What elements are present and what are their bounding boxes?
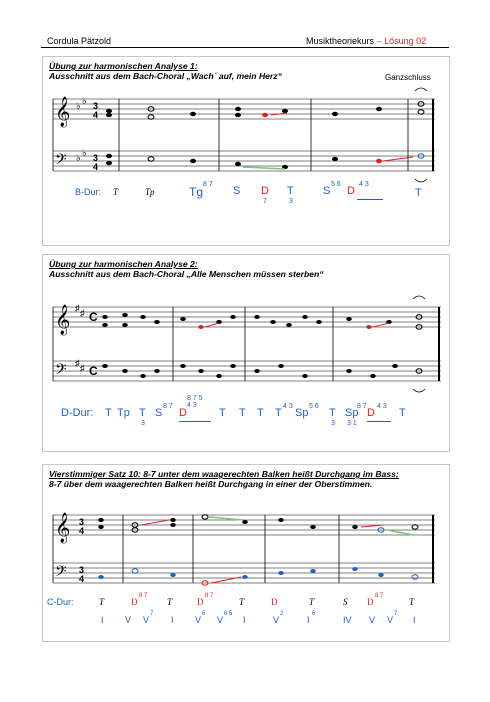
key-label: D-Dur: xyxy=(61,407,94,419)
note xyxy=(190,159,196,163)
exercise-2-title-line-2: Ausschnitt aus dem Bach-Choral „Alle Menschen müssen sterben“ xyxy=(49,269,324,279)
note xyxy=(278,518,284,522)
function-sup: 8 7 xyxy=(203,181,213,188)
degree-label: V xyxy=(195,615,202,625)
note xyxy=(366,325,372,329)
function-label: Tg xyxy=(189,185,204,199)
function-label: D xyxy=(347,185,355,197)
notes xyxy=(106,102,424,169)
function-label: T xyxy=(113,187,119,197)
note xyxy=(332,112,338,116)
function-label: T xyxy=(139,407,146,419)
fermata-icon xyxy=(415,179,427,182)
note xyxy=(122,323,128,327)
function-label: D xyxy=(367,597,374,607)
degree-label: I xyxy=(101,615,104,625)
voice-leading-arrow xyxy=(205,323,219,327)
degree-label: I xyxy=(307,615,310,625)
note xyxy=(132,569,138,573)
degree-figure: 7 xyxy=(150,611,154,617)
header-rule xyxy=(41,47,449,48)
bass-staff xyxy=(53,361,441,381)
note xyxy=(278,364,284,368)
note xyxy=(140,374,146,378)
function-label: S xyxy=(233,185,241,197)
note xyxy=(106,109,112,113)
solution-label: Lösung 02 xyxy=(384,36,427,46)
exercise-3-panel xyxy=(42,464,450,642)
function-sup: 8 7 xyxy=(205,593,214,599)
degree-label: V xyxy=(125,615,132,625)
note xyxy=(235,113,241,117)
note xyxy=(180,364,186,368)
notes xyxy=(102,313,422,378)
cadence-label: Ganzschluss xyxy=(385,73,431,82)
note xyxy=(316,320,322,324)
note xyxy=(254,369,260,373)
bass-clef-icon: 𝄢 xyxy=(55,361,67,382)
time-signature: C xyxy=(89,310,98,324)
exercise-3-title-line-2: 8-7 über dem waagerechten Balken heißt Durchgang in einer der Oberstimmen. xyxy=(49,479,373,489)
note xyxy=(106,154,112,158)
sharp-sign-icon: ♯ xyxy=(80,363,85,373)
note xyxy=(98,518,104,522)
degree-label: I xyxy=(171,615,174,625)
note xyxy=(170,573,176,577)
function-label: T xyxy=(287,185,294,197)
function-sup: 5 6 xyxy=(331,181,341,188)
function-label: Tp xyxy=(117,407,130,419)
function-label: Sp xyxy=(345,407,359,419)
note xyxy=(230,364,236,368)
function-sub: 3 1 xyxy=(347,420,357,427)
note xyxy=(148,157,154,161)
treble-clef-icon: 𝄞 xyxy=(55,513,71,543)
time-signature-top: 3 xyxy=(93,101,99,111)
time-signature-top: 3 xyxy=(79,517,85,527)
key-label: C-Dur: xyxy=(47,597,74,607)
function-label: T xyxy=(409,597,415,607)
author-name: Cordula Pätzold xyxy=(47,36,112,46)
function-label: T xyxy=(239,407,246,419)
note xyxy=(412,575,418,579)
note xyxy=(198,369,204,373)
note xyxy=(346,317,352,321)
degree-label: V xyxy=(273,615,280,625)
flat-sign-icon: ♭ xyxy=(76,153,81,164)
flat-sign-icon: ♭ xyxy=(82,96,87,107)
notes xyxy=(98,515,418,585)
time-signature-top: 3 xyxy=(93,153,99,163)
note xyxy=(170,518,176,522)
note xyxy=(270,320,276,324)
note xyxy=(370,374,376,378)
note xyxy=(122,313,128,317)
function-label: D xyxy=(271,597,278,607)
voice-leading-line xyxy=(209,517,243,520)
fermata-icon xyxy=(413,389,425,392)
function-label: D xyxy=(367,407,375,419)
time-signature-bottom: 4 xyxy=(79,526,85,536)
function-label: T xyxy=(167,597,173,607)
note xyxy=(154,369,160,373)
time-signature-top: 3 xyxy=(79,565,85,575)
note xyxy=(148,115,154,119)
function-label: D xyxy=(131,597,138,607)
function-label: Sp xyxy=(295,407,309,419)
function-label: T xyxy=(415,187,422,199)
voice-leading-arrow xyxy=(383,157,413,161)
time-signature-bottom: 4 xyxy=(93,110,99,120)
note xyxy=(352,567,358,571)
function-label: D xyxy=(261,185,269,197)
fermata-icon xyxy=(413,296,425,299)
function-label: Tp xyxy=(145,187,155,197)
note xyxy=(122,369,128,373)
course-title xyxy=(306,36,426,46)
flat-sign-icon: ♭ xyxy=(76,101,81,112)
function-sup: 4 3 xyxy=(377,403,387,410)
fermata-icon xyxy=(415,88,427,91)
key-label: B-Dur: xyxy=(75,187,102,197)
note xyxy=(346,369,352,373)
exercise-3-title-line-1: Vierstimmiger Satz 10: 8-7 unter dem waagerechten Balken heißt Durchgang im Bass; xyxy=(49,469,399,479)
sharp-sign-icon: ♯ xyxy=(75,358,80,368)
degree-label: V xyxy=(143,615,150,625)
bass-clef-icon: 𝄢 xyxy=(55,563,67,584)
time-signature-bottom: 4 xyxy=(79,574,85,584)
note xyxy=(286,323,292,327)
voice-leading-line xyxy=(243,167,285,169)
note xyxy=(262,113,268,117)
function-sup: 8 7 xyxy=(139,593,148,599)
note xyxy=(282,109,288,113)
treble-clef-icon: 𝄞 xyxy=(55,305,71,335)
exercise-2-panel xyxy=(42,254,450,452)
note xyxy=(235,107,241,111)
note xyxy=(98,525,104,529)
note xyxy=(378,573,384,577)
horizontal-bar xyxy=(367,421,391,422)
function-label: S xyxy=(323,185,331,197)
exercise-1-panel xyxy=(42,56,450,246)
note xyxy=(106,161,112,165)
function-sup: 8 7 xyxy=(375,593,384,599)
time-signature-bottom: 4 xyxy=(93,162,99,172)
degree-label: V xyxy=(387,615,394,625)
note xyxy=(154,320,160,324)
note xyxy=(102,315,108,319)
exercise-1-title-line-2: Ausschnitt aus dem Bach-Choral „Wach´ auf, mein Herz“ xyxy=(49,71,282,81)
note xyxy=(352,525,358,529)
course-name: Musiktheoriekurs xyxy=(306,36,375,46)
time-signature: C xyxy=(89,364,98,378)
function-sup: 4 3 xyxy=(283,403,293,410)
function-sup: 8 7 5 4 3 xyxy=(187,395,203,409)
function-label: T xyxy=(309,597,315,607)
note xyxy=(376,107,382,111)
function-sup: 8 7 xyxy=(163,403,173,410)
exercise-1-title-line-1: Übung zur harmonischen Analyse 1: xyxy=(49,61,198,71)
note xyxy=(98,575,104,579)
function-sub: 3 xyxy=(331,420,335,427)
function-label: S xyxy=(343,597,348,607)
exercise-2-title-line-1: Übung zur harmonischen Analyse 2: xyxy=(49,259,198,269)
function-label: T xyxy=(105,407,112,419)
treble-staff xyxy=(53,307,441,327)
function-label: T xyxy=(99,597,105,607)
degree-label: V xyxy=(369,615,376,625)
voice-leading-arrow xyxy=(141,520,169,525)
degree-figure: 6 5 xyxy=(224,611,233,617)
sharp-sign-icon: ♯ xyxy=(75,303,80,313)
function-sup: 4 3 xyxy=(359,181,369,188)
note xyxy=(242,520,248,524)
voice-leading-arrow xyxy=(373,323,389,327)
degree-figure: 7 xyxy=(394,611,398,617)
note xyxy=(170,523,176,527)
degree-label: V xyxy=(217,615,224,625)
note xyxy=(190,112,196,116)
degree-figure: 2 xyxy=(280,611,284,617)
note xyxy=(102,323,108,327)
degree-figure: 6 xyxy=(312,611,316,617)
function-label: T xyxy=(399,407,406,419)
function-sup: 5 6 xyxy=(309,403,319,410)
note xyxy=(302,374,308,378)
note xyxy=(412,525,418,529)
horizontal-bar xyxy=(179,421,211,422)
note xyxy=(198,325,204,329)
note xyxy=(140,315,146,319)
note xyxy=(310,569,316,573)
note xyxy=(235,162,241,166)
note xyxy=(202,515,208,519)
degree-label: I xyxy=(413,615,416,625)
degree-label: IV xyxy=(343,615,352,625)
sharp-sign-icon: ♯ xyxy=(80,308,85,318)
note xyxy=(278,571,284,575)
function-sub: 3 xyxy=(289,198,293,205)
function-label: D xyxy=(179,407,187,419)
function-label: T xyxy=(219,407,226,419)
note xyxy=(242,575,248,579)
function-sup: 8 7 xyxy=(357,403,367,410)
note xyxy=(230,315,236,319)
bass-clef-icon: 𝄢 xyxy=(55,151,67,172)
exercise-1-score xyxy=(43,57,449,245)
horizontal-bar xyxy=(357,199,383,200)
function-label: D xyxy=(197,597,204,607)
function-label: T xyxy=(239,597,245,607)
flat-sign-icon: ♭ xyxy=(82,148,87,159)
function-sub: 3 xyxy=(141,420,145,427)
degree-label: I xyxy=(243,615,246,625)
voice-leading-line xyxy=(387,530,413,535)
note xyxy=(376,159,382,163)
function-label: T xyxy=(257,407,264,419)
function-label: T xyxy=(275,407,282,419)
function-label: S xyxy=(155,407,163,419)
note xyxy=(310,525,316,529)
function-label: T xyxy=(329,407,336,419)
degree-figure: 6 xyxy=(202,611,206,617)
note xyxy=(418,110,424,114)
note xyxy=(106,113,112,117)
note xyxy=(102,364,108,368)
note xyxy=(216,374,222,378)
note xyxy=(180,317,186,321)
bass-staff xyxy=(53,563,435,583)
note xyxy=(302,315,308,319)
treble-clef-icon: 𝄞 xyxy=(55,97,71,127)
title-separator: – xyxy=(376,36,382,46)
note xyxy=(254,315,260,319)
note xyxy=(332,157,338,161)
barlines xyxy=(53,307,439,381)
note xyxy=(392,364,398,368)
function-sub: 7 xyxy=(263,198,267,205)
